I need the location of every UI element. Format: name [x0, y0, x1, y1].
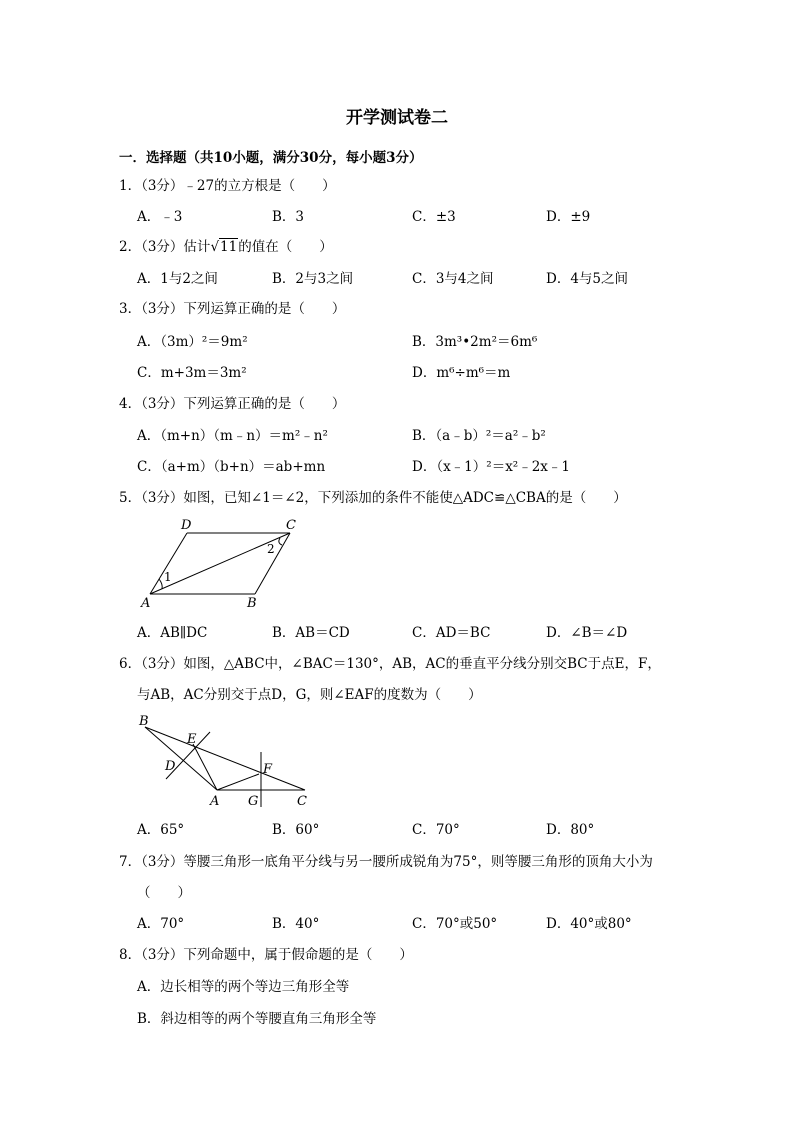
q2-stem-pre: 2．（3分）估计: [119, 239, 211, 255]
question-3-stem: 3．（3分）下列运算正确的是（ ）: [119, 301, 346, 317]
question-1-stem: 1．（3分）﹣27的立方根是（ ）: [119, 178, 336, 194]
q5-option-b: B．AB＝CD: [272, 625, 350, 641]
q3-option-c: C．m+3m＝3m²: [137, 365, 247, 381]
sqrt-symbol: √11: [210, 239, 238, 255]
q7-option-a: A．70°: [137, 916, 185, 932]
q5-label-c: C: [286, 518, 296, 533]
q3-option-b: B．3m³•2m²＝6m⁶: [412, 334, 538, 350]
q5-option-a: A．AB∥DC: [137, 625, 208, 641]
q6-label-g: G: [248, 794, 259, 809]
question-8-stem: 8．（3分）下列命题中，属于假命题的是（ ）: [119, 947, 413, 963]
q4-option-b: B．（a﹣b）²＝a²﹣b²: [412, 428, 546, 444]
q3-option-a: A．（3m）²＝9m²: [137, 334, 248, 350]
page-title: 开学测试卷二: [346, 108, 448, 128]
q5-option-d: D．∠B＝∠D: [546, 625, 628, 641]
q1-option-c: C．±3: [412, 209, 456, 225]
q2-option-d: D．4与5之间: [546, 271, 629, 287]
q6-option-a: A．65°: [137, 822, 185, 838]
q1-option-a: A．﹣3: [137, 209, 183, 225]
q6-segment-af: [217, 774, 259, 790]
section-heading: 一．选择题（共10小题，满分30分，每小题3分）: [119, 150, 423, 166]
q4-option-d: D．（x﹣1）²＝x²﹣2x﹣1: [412, 459, 571, 475]
q5-label-angle-1: 1: [164, 570, 172, 584]
q5-angle-1-arc: [159, 579, 162, 589]
question-2-stem: [119, 238, 333, 256]
q1-option-b: B．3: [272, 209, 305, 225]
q5-option-c: C．AD＝BC: [412, 625, 491, 641]
q5-figure-parallelogram: [130, 512, 310, 612]
q4-option-c: C．（a+m）（b+n）＝ab+mn: [137, 459, 326, 475]
q7-option-c: C．70°或50°: [412, 916, 498, 932]
q4-option-a: A．（m+n）（m﹣n）＝m²﹣n²: [137, 428, 328, 444]
q3-option-d: D．m⁶÷m⁶＝m: [412, 365, 511, 381]
q5-label-angle-2: 2: [267, 542, 275, 556]
question-5-stem: 5．（3分）如图，已知∠1＝∠2，下列添加的条件不能使△ADC≌△CBA的是（ ）: [119, 490, 627, 506]
q2-option-c: C．3与4之间: [412, 271, 494, 287]
q8-option-a: A．边长相等的两个等边三角形全等: [137, 979, 350, 995]
q7-option-b: B．40°: [272, 916, 320, 932]
q6-option-c: C．70°: [412, 822, 460, 838]
question-4-stem: 4．（3分）下列运算正确的是（ ）: [119, 396, 346, 412]
q6-label-c: C: [297, 794, 307, 809]
q6-option-b: B．60°: [272, 822, 320, 838]
question-6-stem-line-1: 6．（3分）如图，△ABC中，∠BAC＝130°，AB，AC的垂直平分线分别交BC于点E，F，: [119, 656, 661, 672]
question-7-stem-line-1: 7．（3分）等腰三角形一底角平分线与另一腰所成锐角为75°，则等腰三角形的顶角大小为: [119, 854, 653, 870]
q5-label-a: A: [141, 596, 151, 611]
question-7-stem-line-2: （ ）: [137, 885, 191, 901]
q6-label-b: B: [139, 714, 149, 729]
q5-segment-ad: [150, 533, 187, 594]
q6-label-a: A: [210, 794, 220, 809]
q6-label-f: F: [263, 762, 273, 777]
q2-stem-post: 的值在（ ）: [238, 239, 333, 255]
q8-option-b: B．斜边相等的两个等腰直角三角形全等: [137, 1011, 377, 1027]
question-6-stem-line-2: 与AB，AC分别交于点D，G，则∠EAF的度数为（ ）: [137, 687, 482, 703]
q2-option-a: A．1与2之间: [137, 271, 218, 287]
q1-option-d: D．±9: [546, 209, 591, 225]
q6-label-d: D: [165, 759, 176, 774]
q2-option-b: B．2与3之间: [272, 271, 354, 287]
q5-label-b: B: [247, 596, 257, 611]
q5-label-d: D: [181, 518, 192, 533]
q6-figure-triangle: [130, 710, 320, 810]
q5-angle-2-arc: [279, 538, 282, 545]
q7-option-d: D．40°或80°: [546, 916, 632, 932]
q2-radicand: 11: [220, 239, 238, 255]
q6-label-e: E: [187, 732, 197, 747]
q6-option-d: D．80°: [546, 822, 595, 838]
